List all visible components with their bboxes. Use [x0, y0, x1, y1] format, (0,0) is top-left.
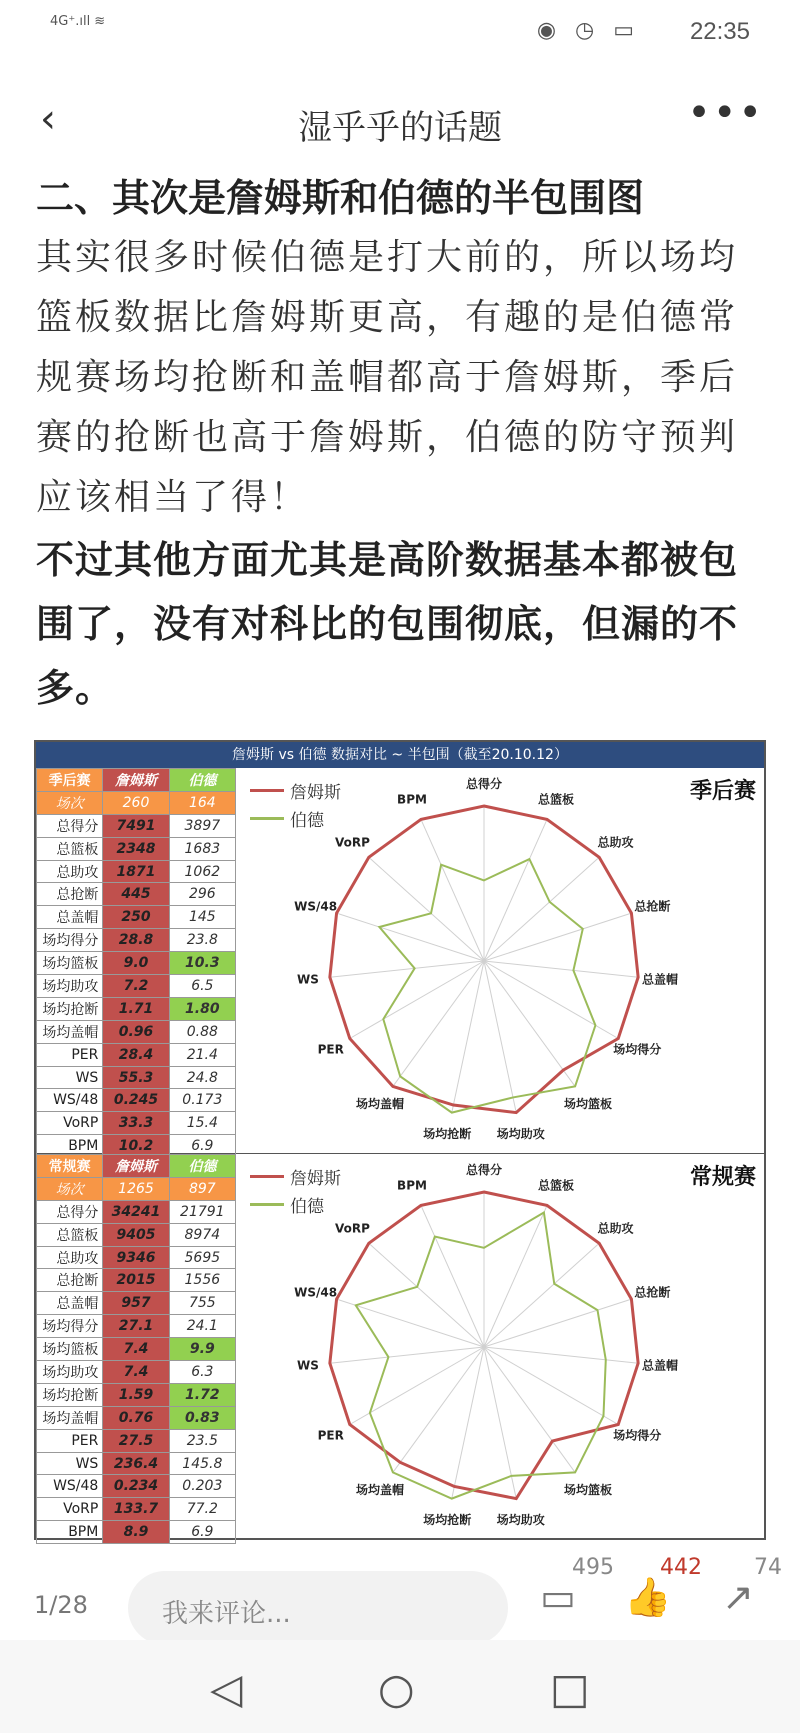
james-value: 2348 [103, 837, 169, 860]
share-icon[interactable]: ↗ [722, 1575, 754, 1619]
radar-axis-label: 总助攻 [597, 835, 634, 850]
phase-label: 季后赛 [37, 769, 103, 792]
table-row [37, 1475, 236, 1498]
legend-item-bird [250, 804, 341, 832]
james-value: 236.4 [103, 1452, 169, 1475]
radar-axis-label: 场均盖帽 [355, 1483, 404, 1498]
table-row [37, 1406, 236, 1429]
nav-home-icon[interactable]: ○ [378, 1664, 415, 1713]
radar-axis-label: 总抢断 [634, 1285, 671, 1300]
regular-table [36, 1154, 236, 1544]
legend-label-bird: 伯德 [290, 1196, 324, 1217]
legend-item-james [250, 776, 341, 804]
playoffs-table [36, 768, 236, 1158]
table-row [37, 929, 236, 952]
playoffs-radar [236, 768, 766, 1154]
table-row [37, 814, 236, 837]
stat-label: 总盖帽 [37, 906, 103, 929]
james-value: 133.7 [103, 1498, 169, 1521]
table-row [37, 1338, 236, 1361]
radar-axis-label: 场均助攻 [496, 1127, 545, 1142]
james-value: 0.96 [103, 1020, 169, 1043]
count-james: 1265 [103, 1177, 169, 1200]
stat-label: WS [37, 1066, 103, 1089]
bird-value: 8974 [169, 1223, 235, 1246]
stat-label: 总篮板 [37, 837, 103, 860]
stat-label: 场均篮板 [37, 952, 103, 975]
james-value: 7.4 [103, 1361, 169, 1384]
bird-series-line [379, 859, 595, 1113]
count-bird: 897 [169, 1177, 235, 1200]
legend-label-james: 詹姆斯 [290, 782, 341, 803]
back-icon[interactable]: ‹ [40, 96, 56, 142]
stat-label: WS/48 [37, 1089, 103, 1112]
radar-spoke [337, 913, 484, 961]
radar-spoke [484, 1243, 599, 1347]
comment-input[interactable]: 我来评论... [128, 1571, 508, 1645]
nav-bar [0, 80, 800, 160]
table-row [37, 860, 236, 883]
stat-label: 总助攻 [37, 1246, 103, 1269]
radar-phase-title: 季后赛 [689, 779, 756, 804]
james-value: 7491 [103, 814, 169, 837]
james-value: 27.5 [103, 1429, 169, 1452]
radar-axis-label: 场均篮板 [564, 1483, 613, 1498]
radar-axis-label: 总盖帽 [642, 1358, 679, 1373]
table-row [37, 837, 236, 860]
count-bird: 164 [169, 791, 235, 814]
legend-label-bird: 伯德 [290, 810, 324, 831]
radar-axis-label: 总篮板 [537, 792, 575, 807]
count-james: 260 [103, 791, 169, 814]
page-title: 湿乎乎的话题 [298, 108, 502, 148]
bird-value: 6.9 [169, 1135, 235, 1158]
james-value: 9405 [103, 1223, 169, 1246]
radar-spoke [369, 857, 484, 961]
radar-axis-label: BPM [397, 1178, 427, 1193]
stat-label: BPM [37, 1521, 103, 1544]
bird-value: 21791 [169, 1200, 235, 1223]
phase-label: 常规赛 [37, 1155, 103, 1178]
article-bold-paragraph: 不过其他方面尤其是高阶数据基本都被包围了，没有对科比的包围彻底，但漏的不多。 [36, 538, 739, 710]
bird-value: 0.83 [169, 1406, 235, 1429]
stat-label: 场均篮板 [37, 1338, 103, 1361]
bird-value: 755 [169, 1292, 235, 1315]
stat-label: VoRP [37, 1498, 103, 1521]
table-row [37, 1498, 236, 1521]
clock: 22:35 [689, 18, 750, 45]
bird-value: 21.4 [169, 1043, 235, 1066]
system-nav [0, 1640, 800, 1733]
table-row [37, 1020, 236, 1043]
share-count: 74 [754, 1555, 782, 1580]
article-paragraph: 其实很多时候伯德是打大前的，所以场均篮板数据比詹姆斯更高，有趣的是伯德常规赛场均抢断和盖帽都高于詹姆斯，季后赛的抢断也高于詹姆斯，伯德的防守预判应该相当了得！ [36, 237, 739, 518]
radar-axis-label: 总得分 [465, 1163, 503, 1177]
stat-label: 场均抢断 [37, 1383, 103, 1406]
stat-label: 总盖帽 [37, 1292, 103, 1315]
radar-axis-label: 总抢断 [634, 899, 671, 914]
james-value: 33.3 [103, 1112, 169, 1135]
stat-label: 场均得分 [37, 1315, 103, 1338]
status-bar [0, 0, 800, 70]
james-value: 28.8 [103, 929, 169, 952]
table-row [37, 1521, 236, 1544]
page-indicator: 1/28 [34, 1591, 88, 1619]
table-row [37, 1315, 236, 1338]
head-bird: 伯德 [169, 1155, 235, 1178]
thumbs-up-icon[interactable]: 👍 [624, 1575, 672, 1619]
radar-spoke [484, 819, 547, 961]
bird-value: 1556 [169, 1269, 235, 1292]
signal-icon: 4G⁺.ıll ≋ [50, 14, 106, 29]
james-value: 250 [103, 906, 169, 929]
stat-label: 总助攻 [37, 860, 103, 883]
bird-value: 145.8 [169, 1452, 235, 1475]
james-value: 27.1 [103, 1315, 169, 1338]
bird-value: 145 [169, 906, 235, 929]
stat-label: 场均助攻 [37, 1361, 103, 1384]
stat-label: 总得分 [37, 814, 103, 837]
james-value: 1.59 [103, 1383, 169, 1406]
radar-axis-label: WS [297, 1358, 319, 1373]
bird-value: 23.8 [169, 929, 235, 952]
bird-value: 6.5 [169, 975, 235, 998]
table-row [37, 1452, 236, 1475]
head-james: 詹姆斯 [103, 1155, 169, 1178]
stat-label: 场均得分 [37, 929, 103, 952]
radar-spoke [421, 819, 484, 961]
james-value: 0.245 [103, 1089, 169, 1112]
head-james: 詹姆斯 [103, 769, 169, 792]
bird-value: 24.1 [169, 1315, 235, 1338]
bird-value: 0.88 [169, 1020, 235, 1043]
bird-value: 0.203 [169, 1475, 235, 1498]
radar-axis-label: PER [317, 1042, 344, 1057]
james-value: 2015 [103, 1269, 169, 1292]
james-value: 9346 [103, 1246, 169, 1269]
bird-value: 3897 [169, 814, 235, 837]
comment-count: 495 [572, 1555, 614, 1580]
james-value: 0.76 [103, 1406, 169, 1429]
radar-axis-label: 场均篮板 [564, 1097, 613, 1112]
bird-value: 0.173 [169, 1089, 235, 1112]
table-row [37, 1246, 236, 1269]
bird-value: 6.9 [169, 1521, 235, 1544]
radar-axis-label: 场均盖帽 [355, 1097, 404, 1112]
stat-label: 场均助攻 [37, 975, 103, 998]
stat-label: 总篮板 [37, 1223, 103, 1246]
more-icon[interactable]: ••• [687, 90, 764, 136]
radar-axis-label: PER [317, 1428, 344, 1443]
bird-value: 1.72 [169, 1383, 235, 1406]
radar-spoke [484, 1299, 631, 1347]
stat-label: PER [37, 1043, 103, 1066]
playoffs-section [36, 768, 766, 1154]
table-row [37, 1223, 236, 1246]
section-heading: 二、其次是詹姆斯和伯德的半包围图 [36, 176, 645, 220]
stat-label: 总抢断 [37, 883, 103, 906]
table-row [37, 1112, 236, 1135]
table-row [37, 952, 236, 975]
bird-value: 9.9 [169, 1338, 235, 1361]
status-icons: ◉ ◷ ▭ [536, 18, 640, 43]
stat-label: VoRP [37, 1112, 103, 1135]
radar-axis-label: WS [297, 972, 319, 987]
radar-axis-label: 总盖帽 [642, 972, 679, 987]
stat-label: WS [37, 1452, 103, 1475]
legend-item-james [250, 1162, 341, 1190]
radar-legend [250, 1162, 341, 1218]
james-value: 55.3 [103, 1066, 169, 1089]
table-row [37, 1429, 236, 1452]
nav-back-icon[interactable]: ◁ [210, 1664, 243, 1713]
bird-value: 1683 [169, 837, 235, 860]
table-row [37, 1383, 236, 1406]
james-value: 7.4 [103, 1338, 169, 1361]
radar-spoke [484, 913, 631, 961]
bird-value: 23.5 [169, 1429, 235, 1452]
james-value: 445 [103, 883, 169, 906]
legend-label-james: 詹姆斯 [290, 1168, 341, 1189]
radar-spoke [337, 1299, 484, 1347]
table-row [37, 883, 236, 906]
james-value: 34241 [103, 1200, 169, 1223]
stat-label: 总得分 [37, 1200, 103, 1223]
regular-radar [236, 1154, 766, 1540]
bird-value: 6.3 [169, 1361, 235, 1384]
count-label: 场次 [37, 791, 103, 814]
radar-axis-label: 总得分 [465, 777, 503, 791]
james-value: 1871 [103, 860, 169, 883]
radar-axis-label: WS/48 [294, 899, 338, 914]
james-value: 10.2 [103, 1135, 169, 1158]
radar-axis-label: 场均抢断 [423, 1513, 472, 1528]
article-body [36, 168, 766, 720]
regular-section [36, 1154, 766, 1540]
bird-value: 77.2 [169, 1498, 235, 1521]
stat-label: 总抢断 [37, 1269, 103, 1292]
comment-icon[interactable]: ▭ [540, 1575, 576, 1619]
james-value: 9.0 [103, 952, 169, 975]
table-row [37, 975, 236, 998]
james-value: 8.9 [103, 1521, 169, 1544]
james-value: 957 [103, 1292, 169, 1315]
radar-axis-label: 场均得分 [613, 1042, 662, 1057]
head-bird: 伯德 [169, 769, 235, 792]
table-row [37, 997, 236, 1020]
radar-legend [250, 776, 341, 832]
nav-recent-icon[interactable]: □ [550, 1664, 590, 1713]
stat-label: BPM [37, 1135, 103, 1158]
table-row [37, 1089, 236, 1112]
figure-title: 詹姆斯 vs 伯德 数据对比 ~ 半包围（截至20.10.12） [36, 742, 764, 768]
comparison-figure [34, 740, 766, 1540]
james-value: 7.2 [103, 975, 169, 998]
radar-axis-label: 场均助攻 [496, 1513, 545, 1528]
bird-value: 1062 [169, 860, 235, 883]
table-row [37, 1200, 236, 1223]
james-value: 1.71 [103, 997, 169, 1020]
count-label: 场次 [37, 1177, 103, 1200]
stat-label: 场均盖帽 [37, 1020, 103, 1043]
bird-value: 1.80 [169, 997, 235, 1020]
table-row [37, 1066, 236, 1089]
stat-label: 场均盖帽 [37, 1406, 103, 1429]
radar-axis-label: WS/48 [294, 1285, 338, 1300]
table-row [37, 1361, 236, 1384]
radar-axis-label: VoRP [335, 1221, 370, 1236]
james-value: 0.234 [103, 1475, 169, 1498]
radar-axis-label: 总助攻 [597, 1221, 634, 1236]
table-row [37, 906, 236, 929]
radar-axis-label: VoRP [335, 835, 370, 850]
stat-label: 场均抢断 [37, 997, 103, 1020]
bird-value: 5695 [169, 1246, 235, 1269]
stat-label: PER [37, 1429, 103, 1452]
james-value: 28.4 [103, 1043, 169, 1066]
table-row [37, 1043, 236, 1066]
bird-value: 10.3 [169, 952, 235, 975]
radar-axis-label: 场均得分 [613, 1428, 662, 1443]
like-count: 442 [660, 1555, 702, 1580]
radar-axis-label: BPM [397, 792, 427, 807]
bird-value: 296 [169, 883, 235, 906]
radar-spoke [484, 1205, 547, 1347]
bird-value: 24.8 [169, 1066, 235, 1089]
radar-spoke [421, 1205, 484, 1347]
stat-label: WS/48 [37, 1475, 103, 1498]
table-row [37, 1269, 236, 1292]
legend-item-bird [250, 1190, 341, 1218]
radar-axis-label: 总篮板 [537, 1178, 575, 1193]
radar-axis-label: 场均抢断 [423, 1127, 472, 1142]
bird-value: 15.4 [169, 1112, 235, 1135]
radar-phase-title: 常规赛 [689, 1165, 756, 1190]
table-row [37, 1292, 236, 1315]
